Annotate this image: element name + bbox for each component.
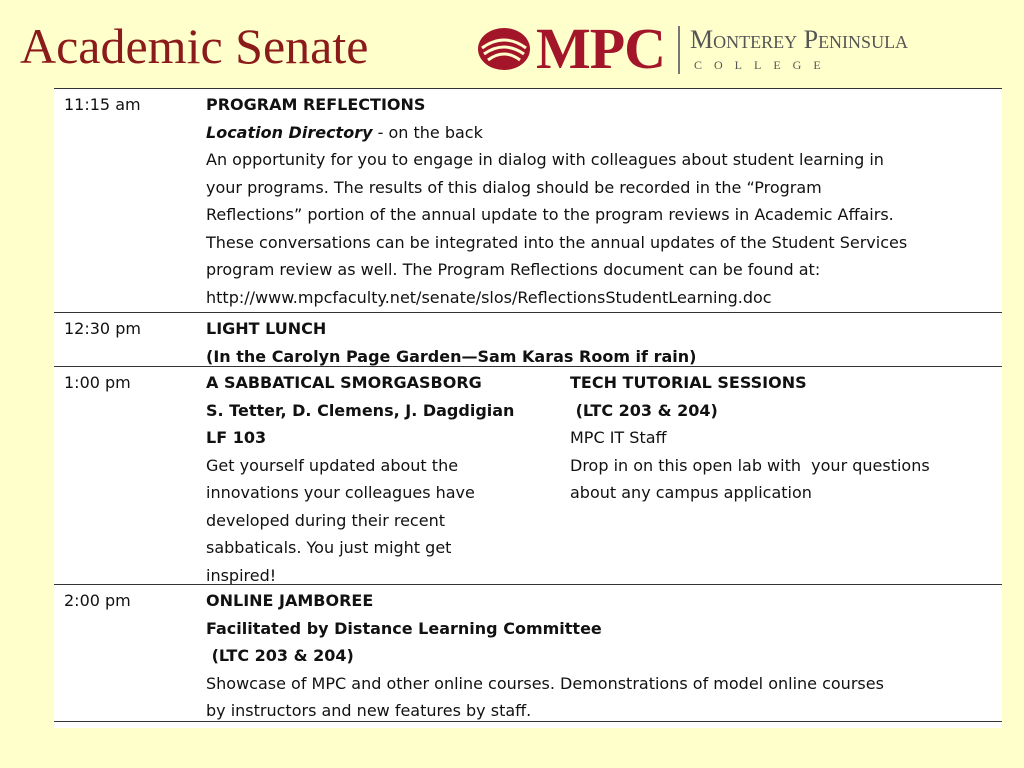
session-body-line: inspired! bbox=[206, 565, 277, 585]
session-body-line: sabbaticals. You just might get bbox=[206, 538, 452, 557]
session-body-line: Reflections” portion of the annual update to the program reviews in Academic Affairs. bbox=[206, 205, 894, 224]
logo-college-word: COLLEGE bbox=[694, 58, 833, 72]
table-row bbox=[54, 366, 1002, 585]
session-body-line: program review as well. The Program Reflections document can be found at: bbox=[206, 260, 821, 279]
time-cell: 11:15 am bbox=[64, 95, 141, 114]
page-title: Academic Senate bbox=[20, 18, 369, 74]
session-body-line: innovations your colleagues have bbox=[206, 483, 475, 502]
schedule-table bbox=[54, 88, 1002, 728]
session-body-line: Get yourself updated about the bbox=[206, 455, 459, 475]
session-content bbox=[206, 315, 996, 370]
table-row bbox=[54, 312, 1002, 367]
session-heading: TECH TUTORIAL SESSIONS bbox=[570, 373, 807, 392]
logo-mark: MPC bbox=[536, 16, 666, 81]
session-content bbox=[206, 587, 996, 725]
session-heading: PROGRAM REFLECTIONS bbox=[206, 95, 426, 114]
session-right bbox=[570, 369, 1000, 507]
time-cell: 12:30 pm bbox=[64, 319, 141, 338]
logo-divider bbox=[678, 26, 680, 74]
session-body-line: about any campus application bbox=[570, 483, 812, 502]
session-facilitator: Facilitated by Distance Learning Committee bbox=[206, 618, 602, 638]
session-heading: LIGHT LUNCH bbox=[206, 319, 327, 338]
session-heading: A SABBATICAL SMORGASBORG bbox=[206, 373, 482, 392]
session-body-line: developed during their recent bbox=[206, 510, 445, 530]
session-body-line: your programs. The results of this dialog should be recorded in the “Program bbox=[206, 177, 822, 197]
session-body-line: by instructors and new features by staff. bbox=[206, 701, 532, 720]
table-row bbox=[54, 584, 1002, 722]
session-body-line: Drop in on this open lab with your questions bbox=[570, 455, 930, 475]
time-cell: 1:00 pm bbox=[64, 373, 131, 392]
mpc-emblem-icon bbox=[476, 26, 532, 72]
time-cell: 2:00 pm bbox=[64, 591, 131, 610]
session-room: LF 103 bbox=[206, 428, 267, 447]
session-staff: MPC IT Staff bbox=[570, 428, 667, 447]
session-content bbox=[206, 91, 996, 311]
session-presenters: S. Tetter, D. Clemens, J. Dagdigian bbox=[206, 400, 515, 420]
session-body-line: Showcase of MPC and other online courses. Demonstrations of model online courses bbox=[206, 673, 884, 693]
logo-college-name: Monterey Peninsula bbox=[690, 25, 909, 54]
session-room: (LTC 203 & 204) bbox=[570, 400, 718, 420]
table-row bbox=[54, 88, 1002, 313]
document-link[interactable]: http://www.mpcfaculty.net/senate/slos/ReflectionsStudentLearning.doc bbox=[206, 287, 772, 307]
session-room: (LTC 203 & 204) bbox=[206, 646, 354, 665]
session-body-line: These conversations can be integrated into the annual updates of the Student Services bbox=[206, 232, 908, 252]
session-left bbox=[206, 369, 556, 589]
session-subheading: Location Directory - on the back bbox=[206, 122, 483, 142]
college-logo bbox=[476, 18, 1016, 80]
session-body-line: An opportunity for you to engage in dialog with colleagues about student learning in bbox=[206, 150, 884, 169]
session-heading: ONLINE JAMBOREE bbox=[206, 591, 374, 610]
session-location: (In the Carolyn Page Garden—Sam Karas Room if rain) bbox=[206, 346, 697, 366]
